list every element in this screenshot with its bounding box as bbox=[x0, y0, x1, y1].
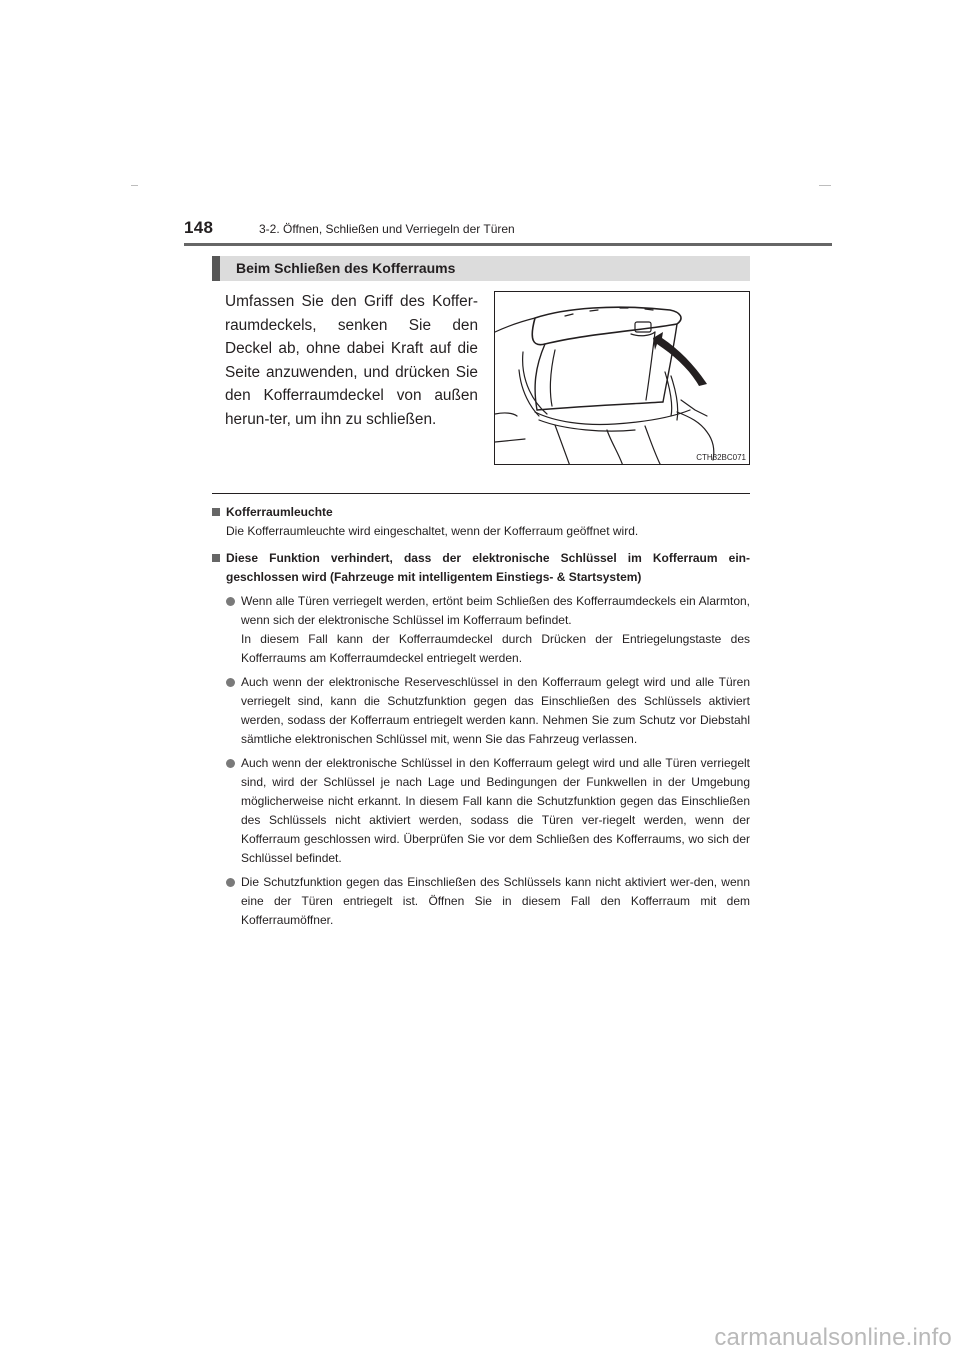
round-bullet-icon bbox=[226, 678, 235, 687]
note-trunk-light bbox=[212, 503, 750, 541]
bullet-text: Die Schutzfunktion gegen das Einschließen des Schlüssels kann nicht aktiviert wer-den, wenn eine der Türen entriegelt ist. Öffnen Sie in diesem Fall den Kofferraum mit dem Kofferraumöffner. bbox=[241, 875, 750, 927]
trunk-figure bbox=[494, 291, 750, 465]
bullet-text: Auch wenn der elektronische Reserveschlüssel in den Kofferraum gelegt wird und alle Türen verriegelt sind, kann die Schutzfunktion gegen das Einschließen des Schlüssels aktiviert werden, sodass der Kofferraum entriegelt werden kann. Nehmen Sie zum Schutz vor Diebstahl sämtliche elektronischen Schlüssel mit, wenn Sie das Fahrzeug verlassen. bbox=[241, 675, 750, 746]
round-bullet-icon bbox=[226, 597, 235, 606]
notes-divider bbox=[212, 493, 750, 494]
bullet-text: Wenn alle Türen verriegelt werden, ertönt beim Schließen des Kofferraumdeckels ein Alarmton, wenn sich der elektronische Schlüssel im Kofferraum befindet. bbox=[241, 594, 750, 627]
note-key-lock-in-protection bbox=[212, 549, 750, 930]
bullet-text: Auch wenn der elektronische Schlüssel in den Kofferraum gelegt wird und alle Türen verriegelt sind, wird der Schlüssel je nach Lage und Bedingungen der Funkwellen in der Umgebung möglicherweise nicht erkannt. In diesem Fall kann die Schutzfunktion gegen das Einschließen des Schlüssels nicht aktiviert werden, sodass die Türen ver-riegelt werden, wenn der Kofferraum geschlossen wird. Überprüfen Sie vor dem Schließen des Kofferraums, wo sich der Schlüssel befindet. bbox=[241, 756, 750, 865]
watermark: carmanualsonline.info bbox=[714, 1324, 952, 1351]
notes-list bbox=[212, 503, 750, 938]
section-title: Beim Schließen des Kofferraums bbox=[236, 260, 456, 276]
note-heading: Diese Funktion verhindert, dass der elektronische Schlüssel im Kofferraum ein-geschlossen wird (Fahrzeuge mit intelligentem Einstiegs- & Startsystem) bbox=[226, 551, 750, 584]
square-bullet-icon bbox=[212, 508, 220, 516]
page-number: 148 bbox=[184, 218, 214, 237]
note-heading: Kofferraumleuchte bbox=[226, 505, 333, 519]
header-rule bbox=[184, 243, 832, 246]
list-item bbox=[226, 592, 750, 668]
round-bullet-icon bbox=[226, 759, 235, 768]
figure-code: CTH32BC071 bbox=[696, 453, 746, 462]
trunk-closing-illustration-icon bbox=[495, 292, 750, 465]
intro-paragraph: Umfassen Sie den Griff des Koffer-raumdeckels, senken Sie den Deckel ab, ohne dabei Kraft auf die Seite anzuwenden, und drücken Sie den Kofferraumdeckel von außen herun-ter, um ihn zu schließen. bbox=[225, 293, 478, 428]
list-item bbox=[226, 873, 750, 930]
chapter-title: 3-2. Öffnen, Schließen und Verriegeln der Türen bbox=[259, 222, 515, 236]
note-body: Die Kofferraumleuchte wird eingeschaltet, wenn der Kofferraum geöffnet wird. bbox=[226, 524, 639, 538]
square-bullet-icon bbox=[212, 554, 220, 562]
bullet-extra-text: In diesem Fall kann der Kofferraumdeckel durch Drücken der Entriegelungstaste des Kofferraums am Kofferraumdeckel entriegelt werden. bbox=[241, 632, 750, 665]
section-header bbox=[212, 256, 750, 281]
list-item bbox=[226, 673, 750, 749]
crop-mark-right bbox=[819, 185, 831, 186]
round-bullet-icon bbox=[226, 878, 235, 887]
list-item bbox=[226, 754, 750, 868]
crop-mark-left bbox=[131, 185, 138, 186]
